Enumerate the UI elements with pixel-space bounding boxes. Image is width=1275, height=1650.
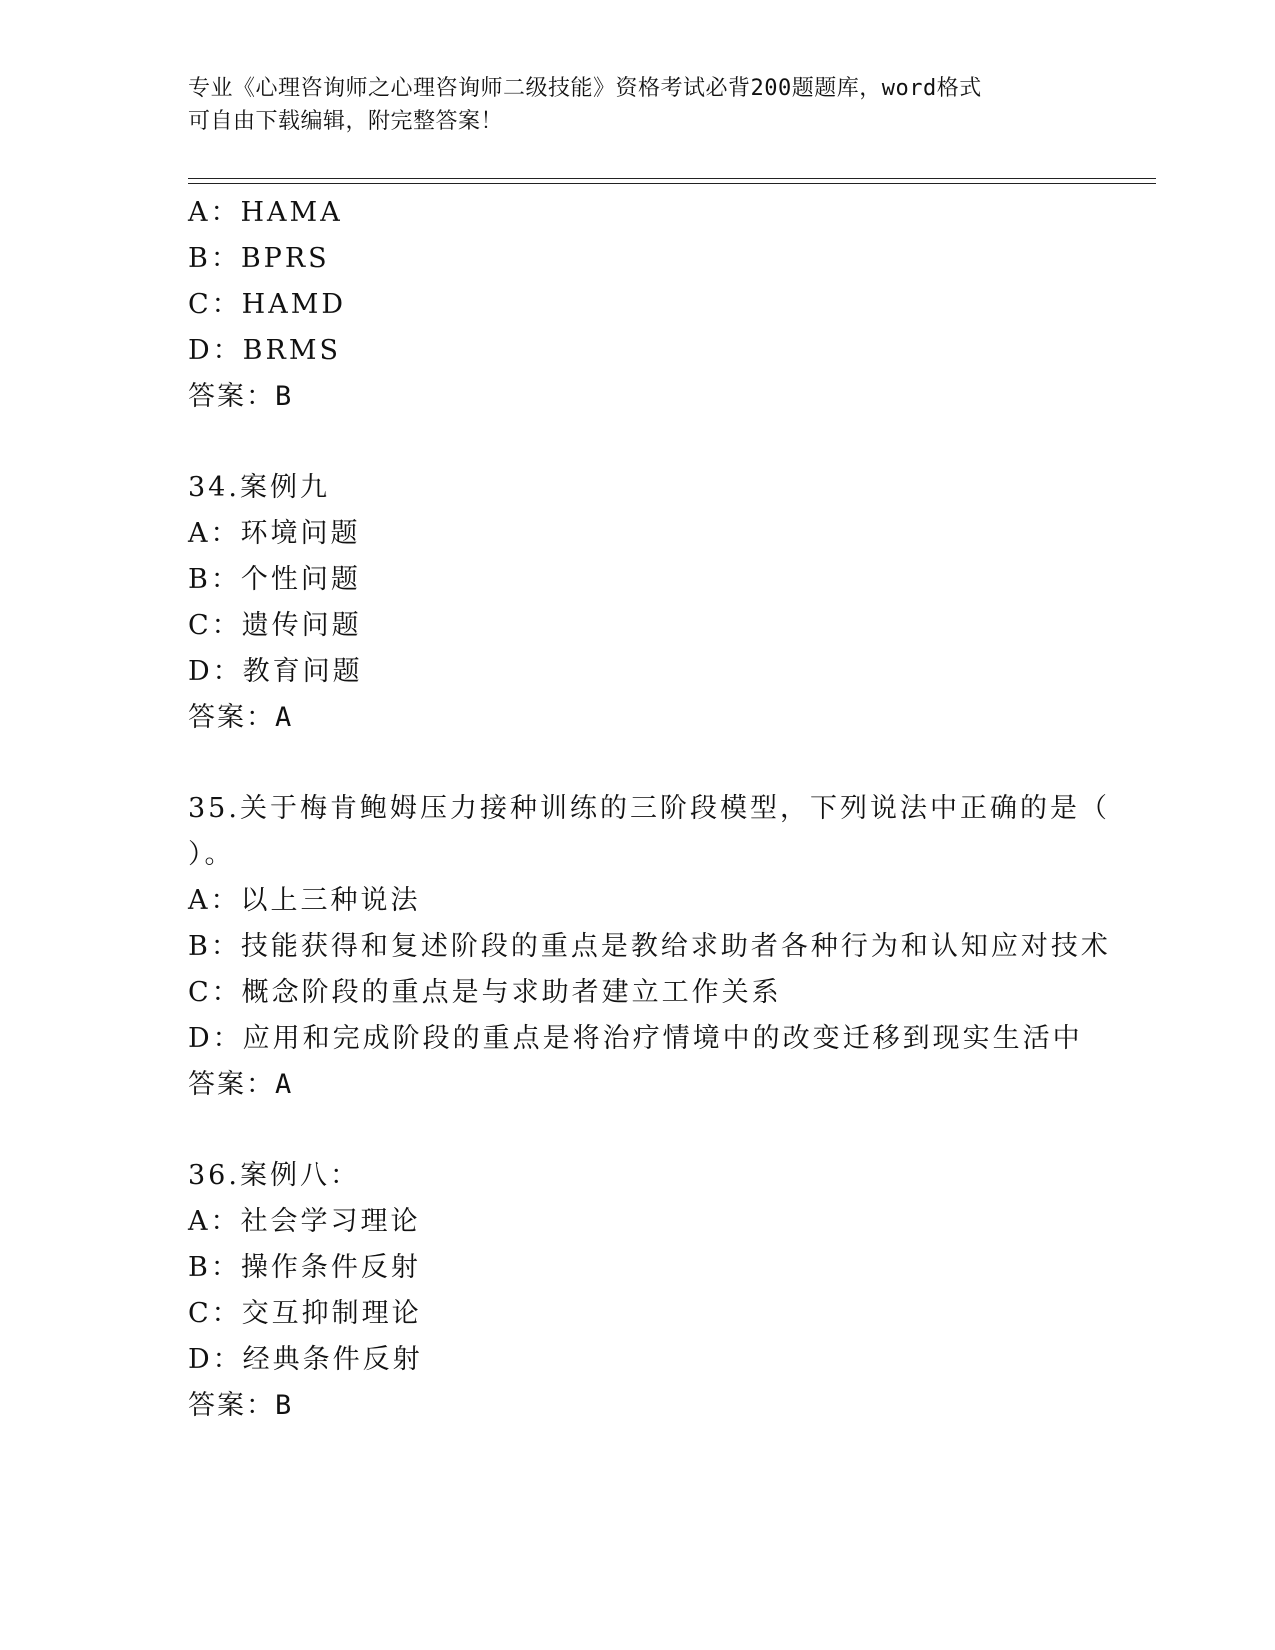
option-b: B：技能获得和复述阶段的重点是教给求助者各种行为和认知应对技术 bbox=[188, 931, 1111, 962]
answer-value: B bbox=[275, 381, 292, 412]
header-line-2: 可自由下载编辑，附完整答案！ bbox=[188, 109, 504, 134]
question-stem: 34.案例九 bbox=[188, 472, 330, 503]
option-a: A：HAMA bbox=[188, 197, 343, 228]
option-a: A：环境问题 bbox=[188, 518, 361, 549]
question-34 bbox=[188, 465, 1148, 741]
option-c: C：遗传问题 bbox=[188, 610, 362, 641]
option-a: A：社会学习理论 bbox=[188, 1206, 421, 1237]
answer-line bbox=[188, 374, 1148, 420]
option-c: C：交互抑制理论 bbox=[188, 1298, 422, 1329]
option-a: A：以上三种说法 bbox=[188, 885, 421, 916]
option-d: D：经典条件反射 bbox=[188, 1344, 423, 1375]
question-stem-continuation: ）。 bbox=[188, 839, 235, 870]
option-c: C：HAMD bbox=[188, 289, 346, 320]
question-35 bbox=[188, 786, 1148, 1108]
answer-value: A bbox=[275, 702, 292, 733]
question-stem: 35.关于梅肯鲍姆压力接种训练的三阶段模型，下列说法中正确的是（ bbox=[188, 793, 1110, 824]
answer-label: 答案： bbox=[188, 1069, 275, 1100]
answer-label: 答案： bbox=[188, 1390, 275, 1421]
option-c: C：概念阶段的重点是与求助者建立工作关系 bbox=[188, 977, 782, 1008]
answer-line bbox=[188, 695, 1148, 741]
option-d: D：教育问题 bbox=[188, 656, 363, 687]
option-d: D：BRMS bbox=[188, 335, 341, 366]
header-line-1: 专业《心理咨询师之心理咨询师二级技能》资格考试必背200题题库，word格式 bbox=[188, 76, 982, 101]
answer-label: 答案： bbox=[188, 702, 275, 733]
header-divider-bottom bbox=[188, 183, 1156, 184]
answer-label: 答案： bbox=[188, 381, 275, 412]
option-b: B：操作条件反射 bbox=[188, 1252, 421, 1283]
document-header bbox=[188, 72, 1088, 138]
option-b: B：个性问题 bbox=[188, 564, 361, 595]
answer-value: B bbox=[275, 1390, 292, 1421]
option-d: D：应用和完成阶段的重点是将治疗情境中的改变迁移到现实生活中 bbox=[188, 1023, 1083, 1054]
question-continued bbox=[188, 190, 1148, 420]
question-stem: 36.案例八： bbox=[188, 1160, 360, 1191]
answer-line bbox=[188, 1062, 1148, 1108]
header-divider-top bbox=[188, 178, 1156, 179]
option-b: B：BPRS bbox=[188, 243, 330, 274]
answer-value: A bbox=[275, 1069, 292, 1100]
answer-line bbox=[188, 1383, 1148, 1429]
question-36 bbox=[188, 1153, 1148, 1429]
question-list bbox=[188, 190, 1148, 1429]
